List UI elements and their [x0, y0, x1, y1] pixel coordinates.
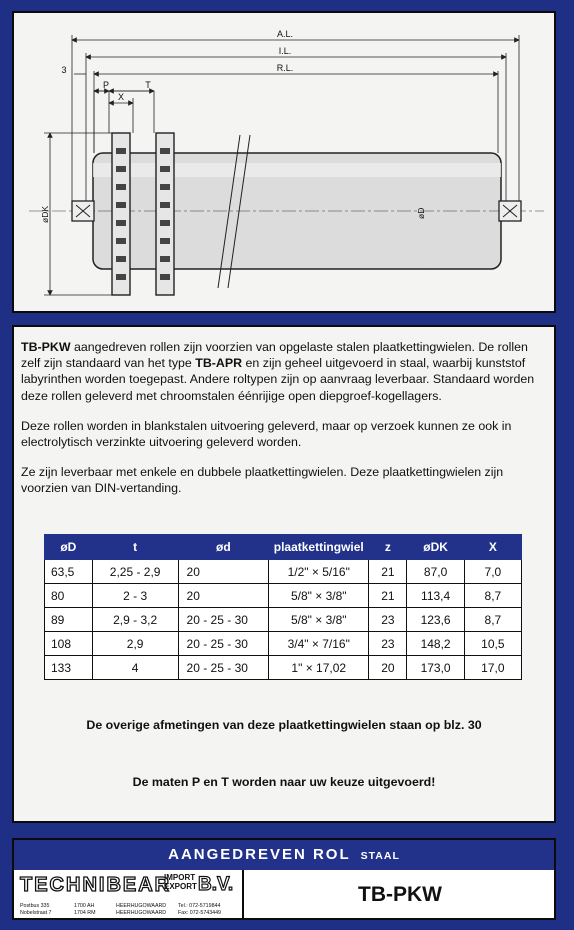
table-row — [45, 608, 522, 632]
table-cell: 20 - 25 - 30 — [178, 656, 269, 680]
table-cell: 133 — [45, 656, 93, 680]
table-cell: 1" × 17,02 — [269, 656, 369, 680]
table-cell: 173,0 — [407, 656, 464, 680]
table-cell: 4 — [92, 656, 178, 680]
sprocket-paragraph: Ze zijn leverbaar met enkele en dubbele plaatkettingwielen. Deze plaatkettingwielen zijn voorzien van DIN-vertanding. — [21, 465, 504, 496]
product-name-bold: TB-PKW — [21, 340, 71, 354]
address-city: HEERHUGOWAARD HEERHUGOWAARD — [116, 903, 167, 916]
table-row — [45, 656, 522, 680]
table-cell: 5/8" × 3/8" — [269, 608, 369, 632]
table-row — [45, 632, 522, 656]
intro-paragraph — [21, 339, 547, 404]
product-code: TB-PKW — [358, 883, 442, 906]
table-header-cell: plaatkettingwiel — [269, 535, 369, 560]
dim-il-label: I.L. — [278, 46, 292, 56]
table-cell: 10,5 — [464, 632, 521, 656]
specification-table — [44, 534, 522, 680]
logo-export-label: EXPORT — [164, 882, 197, 891]
dim-p-label: P — [102, 80, 110, 90]
table-header-cell: øDK — [407, 535, 464, 560]
table-cell: 20 - 25 - 30 — [178, 608, 269, 632]
logo-import-export — [164, 873, 197, 891]
intro-text-1: aangedreven rollen zijn voorzien van opgelaste stalen plaatkettingwielen. De rollen zelf zijn standaard van het type — [21, 340, 528, 371]
table-cell: 23 — [369, 608, 407, 632]
roller-highlight — [93, 163, 501, 177]
table-cell: 21 — [369, 560, 407, 584]
table-row — [45, 584, 522, 608]
table-cell: 8,7 — [464, 584, 521, 608]
company-logo-block — [14, 870, 244, 920]
address-postcode: 1700 AH 1704 RM — [74, 903, 96, 916]
finish-paragraph: Deze rollen worden in blankstalen uitvoering geleverd, maar op verzoek kunnen ze ook in electrolytisch verzinkte uitvoering geleverd worden. — [21, 418, 512, 450]
table-row — [45, 560, 522, 584]
dim-rl-label: R.L. — [276, 63, 294, 73]
dim-al-label: A.L. — [276, 29, 294, 39]
custom-pt-note: De maten P en T worden naar uw keuze uitgevoerd! — [132, 775, 436, 789]
dim-t-label: T — [145, 80, 151, 90]
table-cell: 2,9 — [92, 632, 178, 656]
table-cell: 108 — [45, 632, 93, 656]
table-cell: 8,7 — [464, 608, 521, 632]
table-cell: 20 — [178, 560, 269, 584]
logo-import-label: IMPORT — [164, 873, 196, 882]
description-panel — [12, 325, 556, 823]
dim-odk-label: øDK — [40, 206, 50, 223]
sprocket-right — [156, 133, 174, 295]
table-cell: 148,2 — [407, 632, 464, 656]
dimensions-note: De overige afmetingen van deze plaatkettingwielen staan op blz. 30 — [86, 718, 482, 732]
table-cell: 3/4" × 7/16" — [269, 632, 369, 656]
contact-phone-fax: Tel.: 072-5719844 Fax: 072-5743449 — [178, 903, 221, 916]
technical-drawing-panel — [12, 11, 556, 313]
table-cell: 123,6 — [407, 608, 464, 632]
table-cell: 63,5 — [45, 560, 93, 584]
dim-3-label: 3 — [61, 65, 67, 75]
footer-panel — [12, 838, 556, 920]
table-cell: 89 — [45, 608, 93, 632]
footer-subtitle: STAAL — [360, 850, 400, 862]
dim-od-label: øD — [416, 207, 426, 219]
table-cell: 23 — [369, 632, 407, 656]
table-cell: 2,25 - 2,9 — [92, 560, 178, 584]
table-cell: 7,0 — [464, 560, 521, 584]
table-header-cell: øD — [45, 535, 93, 560]
roller-type-bold: TB-APR — [195, 356, 243, 371]
table-cell: 20 - 25 - 30 — [178, 632, 269, 656]
footer-title-bar — [14, 840, 554, 870]
table-cell: 20 — [369, 656, 407, 680]
table-cell: 17,0 — [464, 656, 521, 680]
company-logo: TECHNIBEAR — [20, 874, 172, 896]
table-cell: 2 - 3 — [92, 584, 178, 608]
sprocket-left — [112, 133, 130, 295]
logo-bv: B.V. — [198, 874, 234, 895]
table-cell: 113,4 — [407, 584, 464, 608]
table-cell: 1/2" × 5/16" — [269, 560, 369, 584]
table-cell: 5/8" × 3/8" — [269, 584, 369, 608]
table-header-cell: z — [369, 535, 407, 560]
dim-x-label: X — [117, 92, 125, 102]
table-cell: 87,0 — [407, 560, 464, 584]
table-header-cell: ød — [178, 535, 269, 560]
table-header-cell: t — [92, 535, 178, 560]
table-cell: 21 — [369, 584, 407, 608]
table-cell: 80 — [45, 584, 93, 608]
intro-text-2: en zijn geheel uitgevoerd in staal, waarbij kunststof labyrinthen worden toegepast. Andere roltypen zijn op aanvraag leverbaar. Standaard worden deze rollen geleverd met chroomstalen éénrijige open diepgroef-kogellagers. — [21, 356, 535, 403]
table-header-cell: X — [464, 535, 521, 560]
footer-title: AANGEDREVEN ROL — [168, 846, 351, 863]
roller-technical-drawing — [14, 13, 554, 311]
address-street: Postbus 335 Nobelstraat 7 — [20, 903, 52, 916]
table-cell: 20 — [178, 584, 269, 608]
table-cell: 2,9 - 3,2 — [92, 608, 178, 632]
table-header-row — [45, 535, 522, 560]
